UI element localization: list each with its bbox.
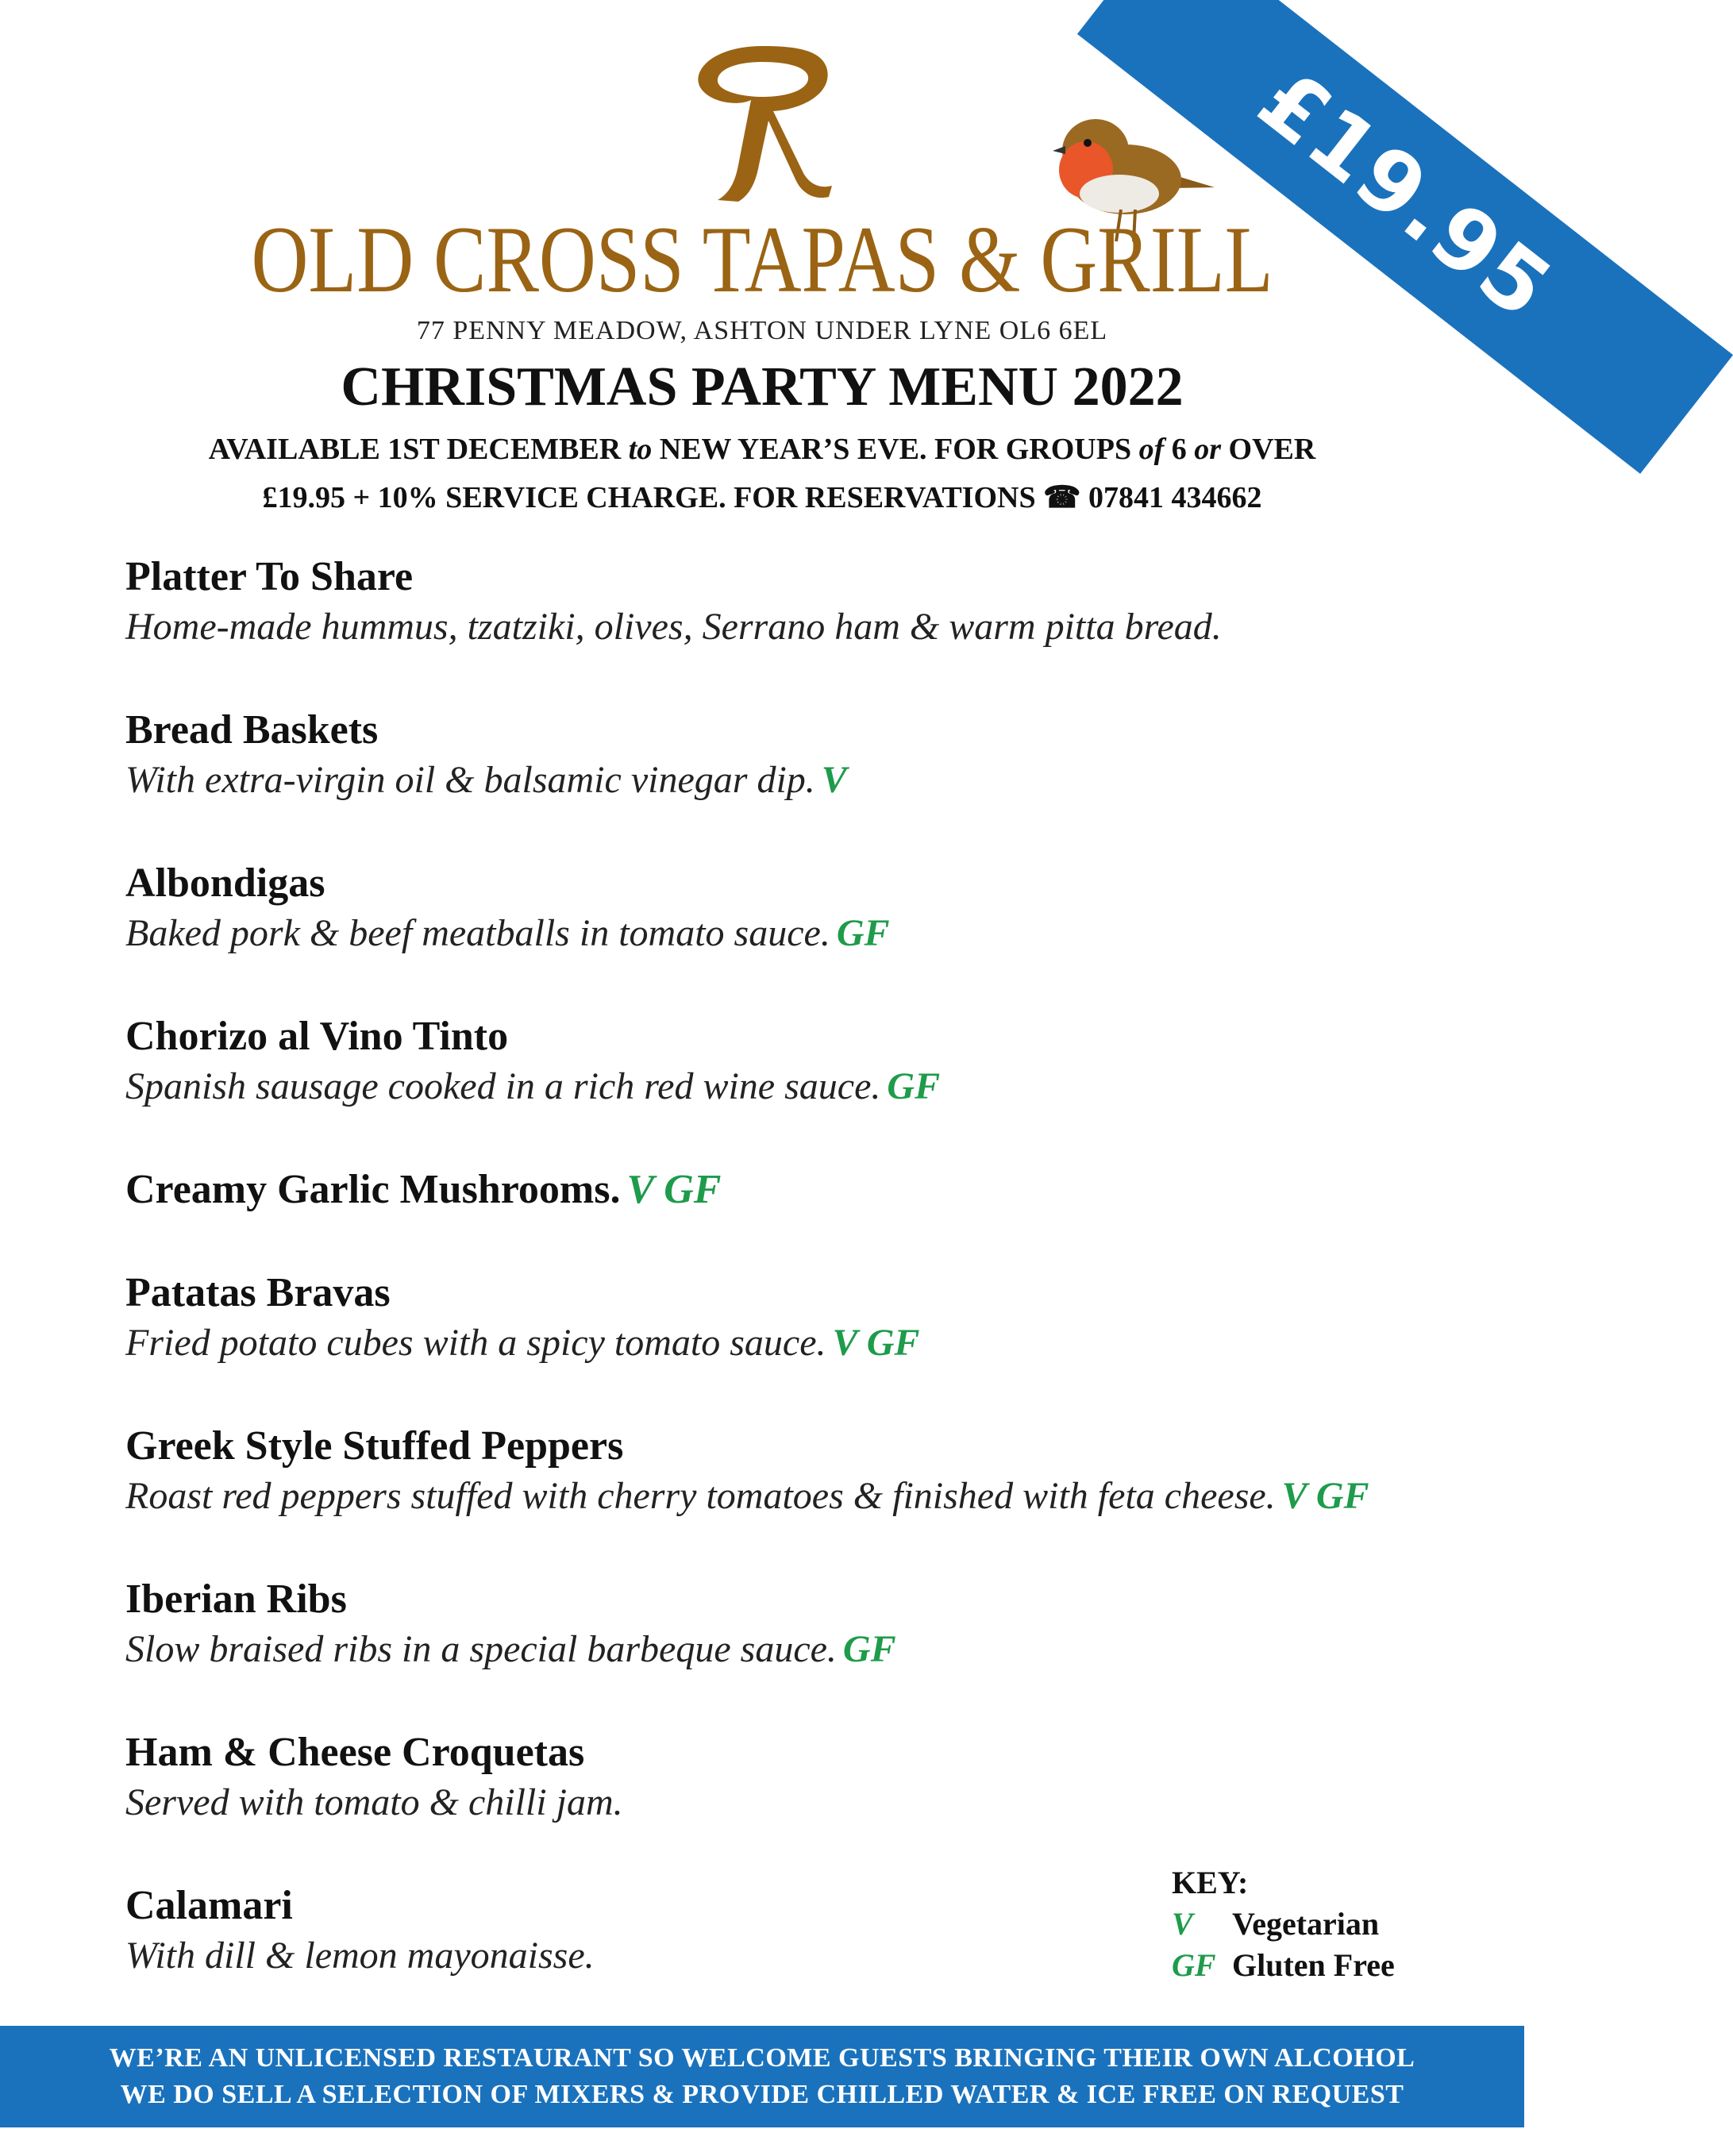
- menu-item-description: Home-made hummus, tzatziki, olives, Serrano ham & warm pitta bread.: [125, 606, 1222, 648]
- key-code: GF: [1172, 1947, 1216, 1983]
- menu-item-description: With extra-virgin oil & balsamic vinegar dip. V: [125, 759, 847, 801]
- pricing-text: £19.95 + 10% SERVICE CHARGE. FOR RESERVATIONS: [262, 481, 1036, 514]
- menu-item-name: Albondigas: [125, 860, 325, 906]
- phone-icon: ☎: [1043, 481, 1081, 514]
- menu-item-name: Patatas Bravas: [125, 1270, 391, 1315]
- restaurant-name: OLD CROSS TAPAS & GRILL: [251, 206, 1273, 312]
- availability-line: [0, 432, 1524, 467]
- menu-item-name: Platter To Share: [125, 554, 414, 599]
- diet-tag: V GF: [626, 1167, 722, 1212]
- menu-item: [125, 552, 1491, 653]
- key-label: Vegetarian: [1232, 1906, 1380, 1942]
- menu-item-name: Greek Style Stuffed Peppers: [125, 1423, 624, 1469]
- menu-item-name: Chorizo al Vino Tinto: [125, 1014, 509, 1059]
- availability-text: NEW YEAR’S EVE. FOR GROUPS: [659, 433, 1132, 466]
- menu-item: [125, 859, 1491, 959]
- menu-item-description: Baked pork & beef meatballs in tomato sauce. GF: [125, 912, 890, 954]
- footer-banner: [0, 2026, 1524, 2127]
- menu-item-description: Spanish sausage cooked in a rich red wine sauce. GF: [125, 1065, 941, 1107]
- menu-item-description: With dill & lemon mayonaisse.: [125, 1935, 595, 1977]
- availability-text: AVAILABLE 1ST DECEMBER: [208, 433, 622, 466]
- key-label: Gluten Free: [1232, 1947, 1395, 1983]
- diet-tag: V GF: [832, 1322, 920, 1364]
- diet-tag: GF: [842, 1628, 896, 1670]
- availability-text: OVER: [1228, 433, 1316, 466]
- key-title: KEY:: [1172, 1865, 1249, 1900]
- menu-item: [125, 1422, 1491, 1522]
- address: 77 PENNY MEADOW, ASHTON UNDER LYNE OL6 6EL: [416, 316, 1108, 345]
- menu-item-name: Ham & Cheese Croquetas: [125, 1730, 585, 1775]
- footer-line: WE’RE AN UNLICENSED RESTAURANT SO WELCOME GUESTS BRINGING THEIR OWN ALCOHOL: [109, 2043, 1415, 2073]
- footer-line: WE DO SELL A SELECTION OF MIXERS & PROVIDE CHILLED WATER & ICE FREE ON REQUEST: [120, 2080, 1404, 2109]
- menu-item-name: Calamari: [125, 1883, 293, 1928]
- availability-of: of: [1138, 433, 1165, 466]
- phone-number: 07841 434662: [1088, 481, 1262, 514]
- menu-item-name: Creamy Garlic Mushrooms. V GF: [125, 1167, 722, 1212]
- menu-title: CHRISTMAS PARTY MENU 2022: [341, 356, 1184, 418]
- menu-item: [125, 1728, 1491, 1828]
- price-badge: £19.95: [1077, 0, 1733, 474]
- menu-item: [125, 1012, 1491, 1112]
- diet-tag: V: [821, 759, 847, 801]
- availability-number: 6: [1171, 433, 1187, 466]
- menu-item-description: Served with tomato & chilli jam.: [125, 1781, 623, 1823]
- key-entry: [1172, 1904, 1473, 1945]
- key-entry: [1172, 1945, 1473, 1986]
- menu-item: [125, 1269, 1491, 1369]
- pricing-line: [0, 479, 1524, 515]
- dietary-key: [1172, 1862, 1473, 1986]
- availability-or: or: [1194, 433, 1222, 466]
- menu-item-description: Roast red peppers stuffed with cherry tomatoes & finished with feta cheese. V GF: [125, 1475, 1369, 1517]
- logo-icon: [683, 38, 841, 205]
- key-code: V: [1172, 1906, 1193, 1942]
- menu-item-name: Bread Baskets: [125, 707, 379, 753]
- diet-tag: GF: [887, 1065, 941, 1107]
- menu-item-description: Fried potato cubes with a spicy tomato sauce. V GF: [125, 1322, 920, 1364]
- menu-item: [125, 1165, 1491, 1215]
- menu-item: [125, 706, 1491, 806]
- menu-item-name: Iberian Ribs: [125, 1577, 347, 1622]
- diet-tag: V GF: [1281, 1475, 1369, 1517]
- availability-to: to: [628, 433, 653, 466]
- menu-item: [125, 1575, 1491, 1675]
- menu-item-description: Slow braised ribs in a special barbeque sauce. GF: [125, 1628, 896, 1670]
- diet-tag: GF: [836, 912, 890, 954]
